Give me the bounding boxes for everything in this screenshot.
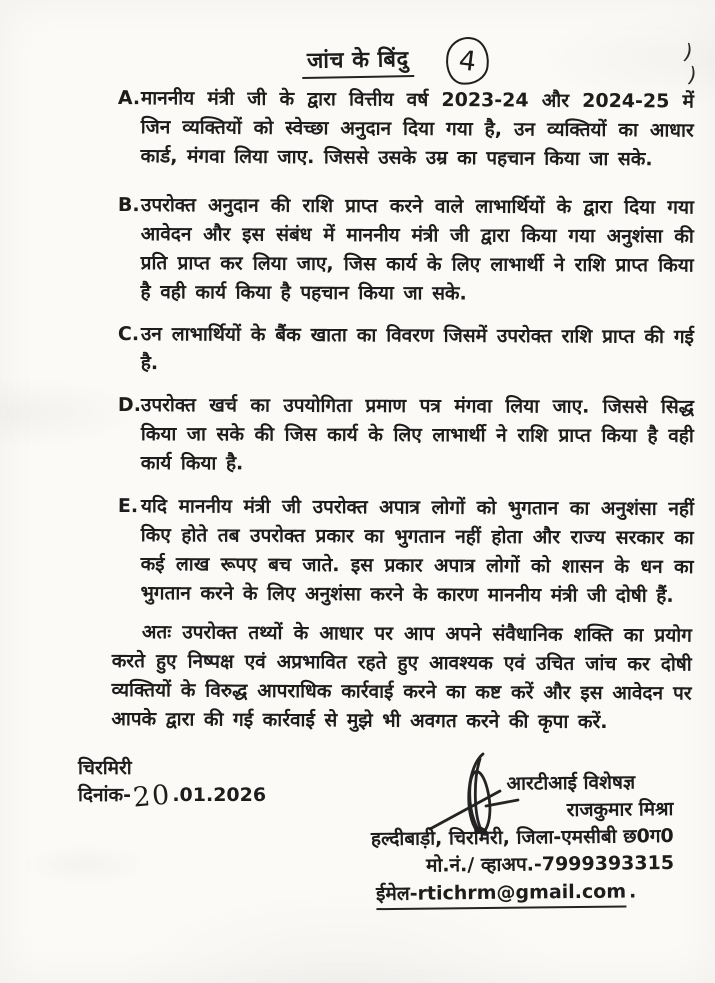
- point-text: उपरोक्त अनुदान की राशि प्राप्त करने वाले लाभार्थियों के द्वारा दिया गया आवेदन और इस संबंध में माननीय मंत्री जी द्वारा किया गया अनुशंसा की प्रति प्राप्त कर लिया जाए, जिस कार्य के लिए लाभार्थी ने राशि प्राप्त किया है वही कार्य किया है पहचान किया जा सके.: [140, 194, 694, 305]
- page-title: जांच के बिंदु: [301, 43, 413, 79]
- point-label: D.: [117, 393, 141, 417]
- pen-mark: ): [681, 39, 695, 65]
- point-label: B.: [117, 193, 140, 217]
- page-number: 4: [457, 44, 478, 78]
- signatory-email: ईमेल-rtichrm@gmail.com: [376, 878, 626, 910]
- point-text: माननीय मंत्री जी के द्वारा वित्तीय वर्ष 2023-24 और 2024-25 में जिन व्यक्तियों को स्वेच्छा अनुदान दिया गया है, उन व्यक्तियों का आधार कार्ड, मंगवा लिया जाए. जिससे उसके उम्र का पहचान किया जा सके.: [140, 87, 694, 171]
- point-text: उपरोक्त खर्च का उपयोगिता प्रमाण पत्र मंगवा लिया जाए. जिससे सिद्ध किया जा सके की जिस कार्य के लिए लाभार्थी ने राशि प्राप्त किया है वही कार्य किया है.: [140, 394, 694, 475]
- point-text: उन लाभार्थियों के बैंक खाता का विवरण जिसमें उपरोक्त राशि प्राप्त की गई है.: [140, 323, 694, 375]
- signatory-name: राजकुमार मिश्रा: [566, 797, 674, 822]
- date-rest: .01.2026: [172, 784, 267, 806]
- signatory-designation: आरटीआई विशेषज्ञ: [506, 771, 636, 795]
- email-trailing-dot: .: [628, 880, 637, 903]
- place-name: चिरमिरी: [78, 757, 132, 779]
- point-item-c: [118, 320, 694, 381]
- signatory-phone: मो.नं./ व्हाअप.-7999393315: [425, 851, 675, 877]
- signatory-email-row: [344, 878, 636, 910]
- date-line: [78, 781, 266, 812]
- handwritten-date-day: 20: [131, 779, 173, 814]
- point-label: C.: [117, 322, 140, 346]
- closing-paragraph: अतः उपरोक्त तथ्यों के आधार पर आप अपने संवैधानिक शक्ति का प्रयोग करते हुए निष्पक्ष एवं अप्रभावित रहते हुए आवश्यक एवं उचित जांच कर दोषी व्यक्तियों के विरुद्ध आपराधिक कार्रवाई करने का कष्ट करें और इस आवेदन पर आपके द्वारा की गई कार्रवाई से मुझे भी अवगत करने की कृपा करें.: [111, 621, 692, 734]
- point-item-a: [117, 84, 694, 175]
- footer: [0, 752, 715, 983]
- point-item-d: [118, 391, 694, 480]
- point-text: यदि माननीय मंत्री जी उपरोक्त अपात्र लोगों को भुगतान का अनुशंसा नहीं किए होते तब उपरोक्त प्रकार का भुगतान नहीं होता और राज्य सरकार का कई लाख रूपए बच जाते. इस प्रकार अपात्र लोगों को शासन के धन का भुगतान करने के लिए अनुशंसा करने के कारण माननीय मंत्री जी दोषी हैं.: [140, 495, 694, 607]
- point-label: A.: [117, 86, 141, 110]
- point-label: E.: [117, 494, 139, 518]
- pen-mark: ): [685, 62, 699, 88]
- signatory-block: [343, 769, 674, 911]
- signatory-address: हल्दीबाड़ी, चिरमिरी, जिला-एमसीबी छ0ग0: [370, 824, 674, 851]
- investigation-points-list: [118, 84, 694, 608]
- handwritten-page-number-circle: [443, 35, 492, 88]
- point-item-b: [117, 191, 694, 310]
- title-row: [0, 44, 715, 78]
- date-label: दिनांक-: [78, 784, 131, 806]
- point-item-e: [117, 492, 694, 611]
